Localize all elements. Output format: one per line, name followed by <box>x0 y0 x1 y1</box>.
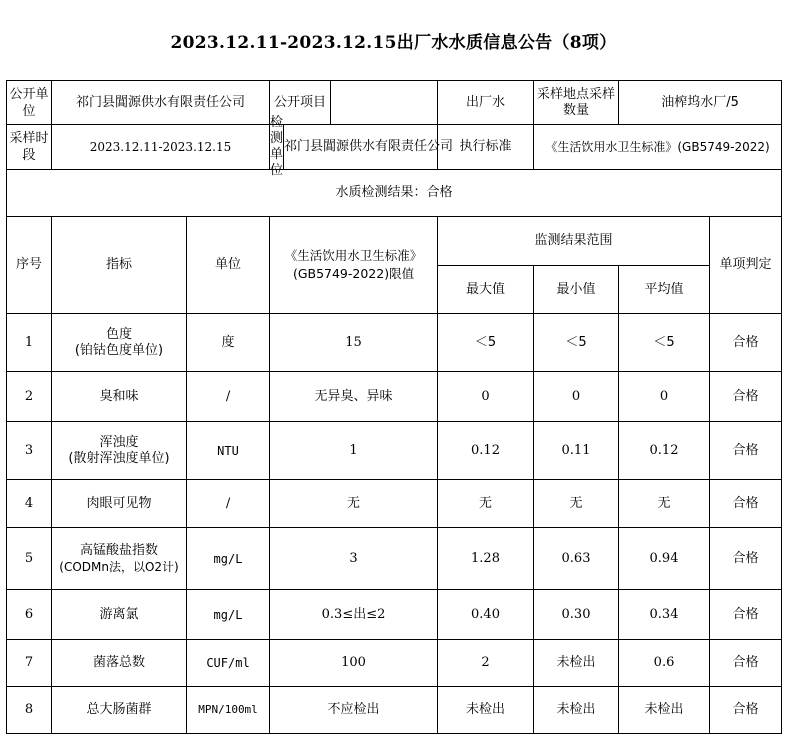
indicator-name: 高锰酸盐指数 <box>79 542 158 558</box>
row-unit: MPN/100ml <box>187 687 270 734</box>
row-limit: 无异臭、异味 <box>270 372 438 422</box>
header-avg: 平均值 <box>619 266 710 314</box>
header-unit: 单位 <box>187 217 270 314</box>
row-min: 未检出 <box>534 687 619 734</box>
row-avg: 0 <box>619 372 710 422</box>
publish-item-label: 公开项目 <box>270 81 331 124</box>
row-indicator: 菌落总数 <box>52 640 187 687</box>
table-row <box>7 528 782 590</box>
row-max: 2 <box>438 640 534 687</box>
table-row <box>7 372 782 422</box>
row-avg: 0.12 <box>619 422 710 480</box>
row-limit: 3 <box>270 528 438 590</box>
row-seq: 6 <box>7 590 52 640</box>
indicator-name: 色度 <box>105 326 132 342</box>
row-avg: 无 <box>619 480 710 528</box>
row-min: 0.63 <box>534 528 619 590</box>
row-unit: / <box>187 480 270 528</box>
row-max: 1.28 <box>438 528 534 590</box>
publish-item-cell <box>270 81 438 125</box>
standard-label: 执行标准 <box>438 125 534 170</box>
indicator-name: 浑浊度 <box>99 434 139 450</box>
standard-value: 《生活饮用水卫生标准》(GB5749-2022) <box>534 125 782 170</box>
row-min: 0.11 <box>534 422 619 480</box>
row-max: 0 <box>438 372 534 422</box>
publish-unit-value: 祁门县閶源供水有限责任公司 <box>52 81 270 125</box>
row-avg: 0.6 <box>619 640 710 687</box>
row-indicator: 臭和味 <box>52 372 187 422</box>
table-row <box>7 687 782 734</box>
sample-period-value: 2023.12.11-2023.12.15 <box>52 125 270 170</box>
row-seq: 4 <box>7 480 52 528</box>
summary-row <box>7 170 782 217</box>
row-avg: 0.94 <box>619 528 710 590</box>
table-row <box>7 640 782 687</box>
row-judge: 合格 <box>710 480 782 528</box>
row-max: 0.12 <box>438 422 534 480</box>
row-judge: 合格 <box>710 422 782 480</box>
indicator-sub: (铂钴色度单位) <box>74 342 164 358</box>
header-monitor-range: 监测结果范围 <box>438 217 710 266</box>
row-limit: 0.3≤出≤2 <box>270 590 438 640</box>
row-min: 0 <box>534 372 619 422</box>
info-row-1 <box>7 81 782 125</box>
row-indicator <box>52 314 187 372</box>
row-indicator: 肉眼可见物 <box>52 480 187 528</box>
header-max: 最大值 <box>438 266 534 314</box>
row-min: 无 <box>534 480 619 528</box>
row-limit: 1 <box>270 422 438 480</box>
header-judgement: 单项判定 <box>710 217 782 314</box>
header-indicator: 指标 <box>52 217 187 314</box>
row-max: 未检出 <box>438 687 534 734</box>
row-judge: 合格 <box>710 687 782 734</box>
row-limit: 无 <box>270 480 438 528</box>
row-min: ＜5 <box>534 314 619 372</box>
row-seq: 1 <box>7 314 52 372</box>
row-max: ＜5 <box>438 314 534 372</box>
row-unit: NTU <box>187 422 270 480</box>
row-seq: 8 <box>7 687 52 734</box>
test-unit-value: 祁门县閶源供水有限责任公司 <box>284 139 454 154</box>
sample-site-value: 油榨坞水厂/5 <box>619 81 782 125</box>
row-seq: 2 <box>7 372 52 422</box>
row-unit: mg/L <box>187 528 270 590</box>
row-seq: 5 <box>7 528 52 590</box>
row-unit: 度 <box>187 314 270 372</box>
row-seq: 3 <box>7 422 52 480</box>
row-judge: 合格 <box>710 590 782 640</box>
row-max: 无 <box>438 480 534 528</box>
row-unit: CUF/ml <box>187 640 270 687</box>
row-indicator <box>52 422 187 480</box>
row-avg: ＜5 <box>619 314 710 372</box>
table-row <box>7 590 782 640</box>
row-avg: 未检出 <box>619 687 710 734</box>
table-row <box>7 480 782 528</box>
header-min: 最小值 <box>534 266 619 314</box>
notice-sheet <box>6 0 781 737</box>
publish-item-value: 出厂水 <box>438 81 534 125</box>
row-avg: 0.34 <box>619 590 710 640</box>
row-limit: 15 <box>270 314 438 372</box>
test-unit-label: 检测单位 <box>270 115 284 178</box>
notice-title: 2023.12.11-2023.12.15出厂水水质信息公告（8项） <box>170 32 617 53</box>
row-unit: mg/L <box>187 590 270 640</box>
header-limit: 《生活饮用水卫生标准》(GB5749-2022)限值 <box>270 217 438 314</box>
row-max: 0.40 <box>438 590 534 640</box>
row-indicator: 总大肠菌群 <box>52 687 187 734</box>
row-indicator: 游离氯 <box>52 590 187 640</box>
info-row-2 <box>7 125 782 170</box>
table-row <box>7 422 782 480</box>
header-seq: 序号 <box>7 217 52 314</box>
row-judge: 合格 <box>710 640 782 687</box>
row-indicator <box>52 528 187 590</box>
test-unit-cell <box>270 115 454 178</box>
header-row-1 <box>7 217 782 266</box>
table-row <box>7 314 782 372</box>
sample-site-label: 采样地点采样数量 <box>534 81 619 125</box>
row-judge: 合格 <box>710 314 782 372</box>
indicator-sub: (CODMn法，以O2计) <box>59 559 179 574</box>
row-unit: / <box>187 372 270 422</box>
indicator-sub: (散射浑浊度单位) <box>68 450 170 466</box>
row-judge: 合格 <box>710 528 782 590</box>
publish-unit-label: 公开单位 <box>7 81 52 125</box>
row-judge: 合格 <box>710 372 782 422</box>
row-limit: 100 <box>270 640 438 687</box>
row-min: 0.30 <box>534 590 619 640</box>
row-seq: 7 <box>7 640 52 687</box>
row-min: 未检出 <box>534 640 619 687</box>
sample-period-label: 采样时段 <box>7 125 52 170</box>
row-limit: 不应检出 <box>270 687 438 734</box>
water-quality-table <box>6 80 782 734</box>
result-summary: 水质检测结果：合格 <box>7 170 782 217</box>
